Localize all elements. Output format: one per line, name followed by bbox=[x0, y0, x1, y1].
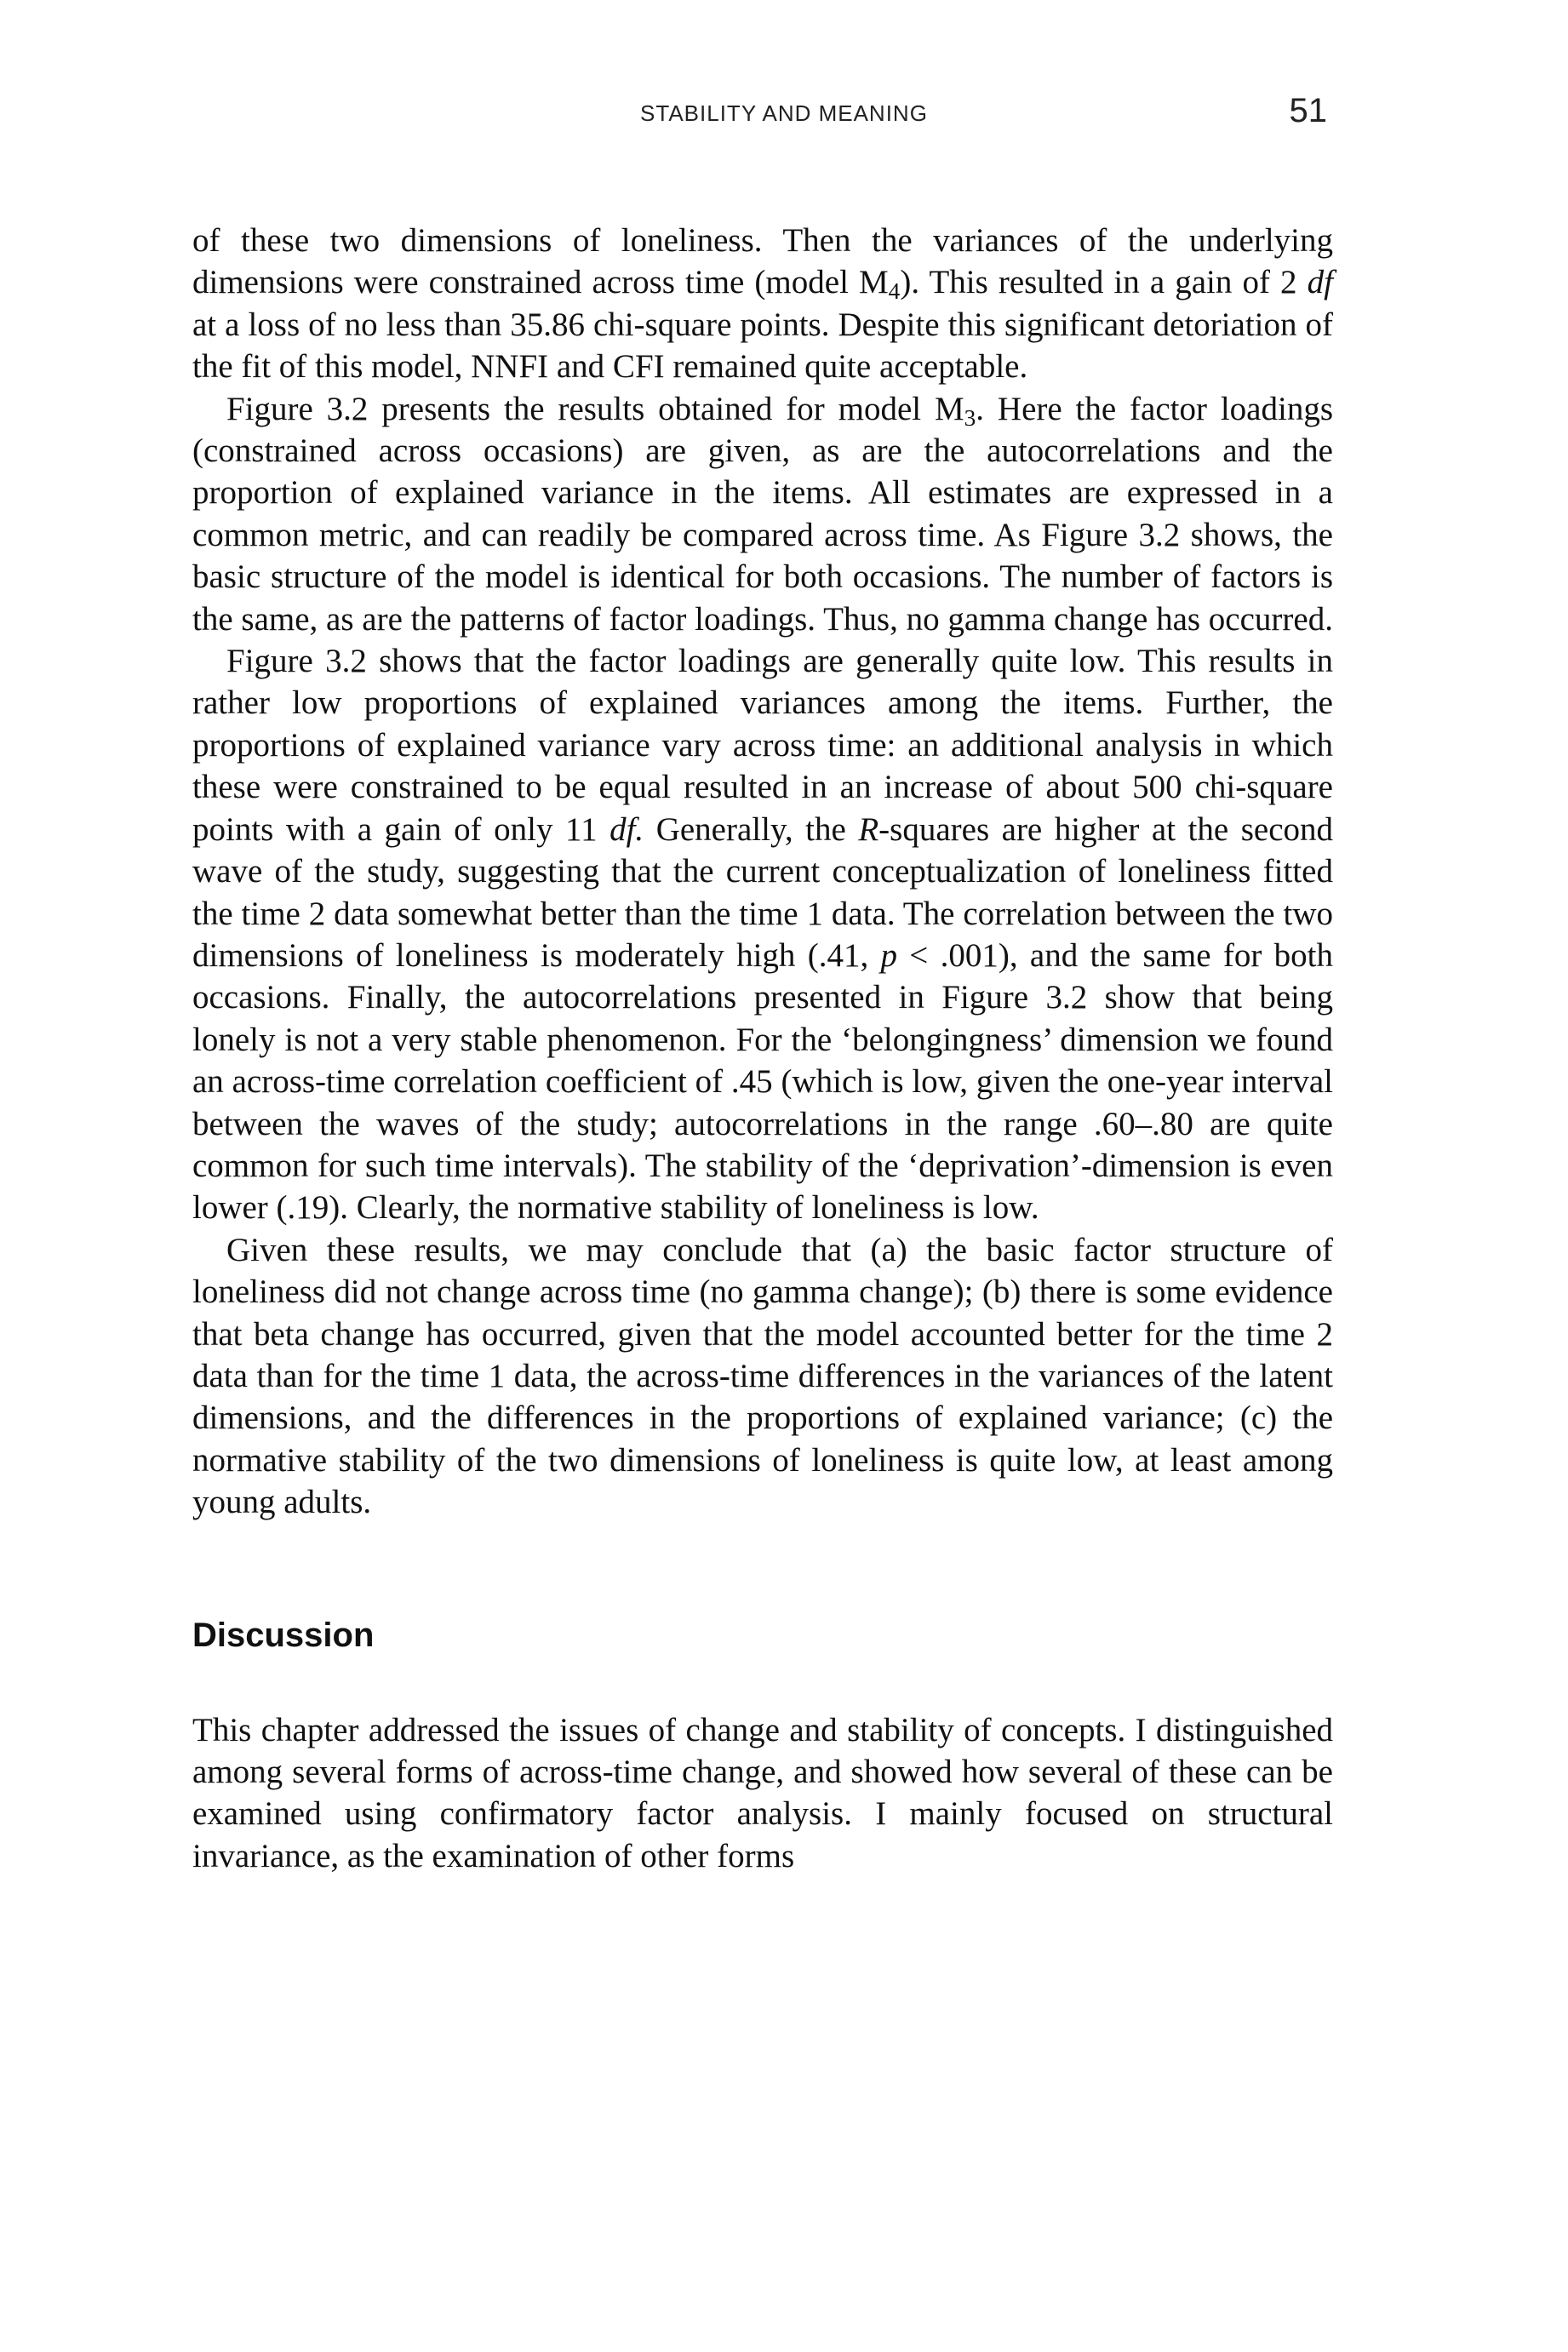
subscript: 3 bbox=[964, 404, 976, 431]
text-run: at a loss of no less than 35.86 chi-square points. Despite this significant detoriation of the fit of this model, NNFI and CFI remained quite acceptable. bbox=[192, 306, 1333, 386]
text-run: Given these results, we may conclude that (a) the basic factor structure of loneliness did not change across time (no gamma change); (b) there is some evidence that beta change has occurred, given that the model accounted better for the time 2 data than for the time 1 data, the across-time differences in the variances of the latent dimensions, and the differences in the proportions of explained variance; (c) the normative stability of the two dimensions of loneliness is quite low, at least among young adults. bbox=[192, 1231, 1333, 1521]
text-run: < .001), and the same for both occasions. Finally, the autocorrelations presented in Figure 3.2 show that being lonely is not a very stable phenomenon. For the ‘belongingness’ dimension we found an across-time correlation coefficient of .45 (which is low, given the one-year interval between the waves of the study; autocorrelations in the range .60–.80 are quite common for such time intervals). The stability of the ‘deprivation’-dimension is even lower (.19). Clearly, the normative stability of loneliness is low. bbox=[192, 936, 1333, 1227]
page-number: 51 bbox=[1289, 92, 1327, 129]
body-paragraph bbox=[192, 388, 1333, 640]
running-header: STABILITY AND MEANING bbox=[640, 100, 928, 126]
text-run: . Here the factor loadings (constrained across occasions) are given, as are the autocorrelations and the proportion of explained variance in the items. All estimates are expressed in a common metric, and can readily be compared across time. As Figure 3.2 shows, the basic structure of the model is identical for both occasions. The number of factors is the same, as are the patterns of factor loadings. Thus, no gamma change has occurred. bbox=[192, 390, 1333, 638]
body-text bbox=[192, 220, 1333, 1877]
text-run: Figure 3.2 presents the results obtained for model M bbox=[226, 390, 964, 427]
italic-term: df bbox=[1307, 264, 1333, 301]
body-paragraph bbox=[192, 220, 1333, 388]
italic-term: df. bbox=[609, 810, 644, 848]
body-paragraph bbox=[192, 640, 1333, 1229]
text-run: -squares are higher at the second wave of the study, suggesting that the current conceptualization of loneliness fitted the time 2 data somewhat better than the time 1 data. The correlation between the two dimensions of loneliness is moderately high (.41, bbox=[192, 810, 1334, 974]
subscript: 4 bbox=[888, 278, 901, 305]
italic-term: R bbox=[858, 810, 879, 848]
text-run: ). This resulted in a gain of 2 bbox=[900, 264, 1308, 301]
text-run: of these two dimensions of loneliness. Then the variances of the underlying dimensions were constrained across time (model M bbox=[192, 222, 1333, 301]
body-paragraph bbox=[192, 1229, 1333, 1524]
text-run: Figure 3.2 shows that the factor loadings are generally quite low. This results in rather low proportions of explained variances among the items. Further, the proportions of explained variance vary across time: an additional analysis in which these were constrained to be equal resulted in an increase of about 500 chi-square points with a gain of only 11 bbox=[192, 643, 1333, 848]
section-heading-discussion: Discussion bbox=[192, 1616, 375, 1654]
italic-term: p bbox=[880, 936, 897, 974]
results-section bbox=[192, 220, 1333, 1524]
discussion-paragraph: This chapter addressed the issues of change and stability of concepts. I distinguished among several forms of across-time change, and showed how several of these can be examined using confirmatory factor analysis. I mainly focused on structural invariance, as the examination of other forms bbox=[192, 1711, 1333, 1874]
text-run: Generally, the bbox=[644, 810, 859, 848]
